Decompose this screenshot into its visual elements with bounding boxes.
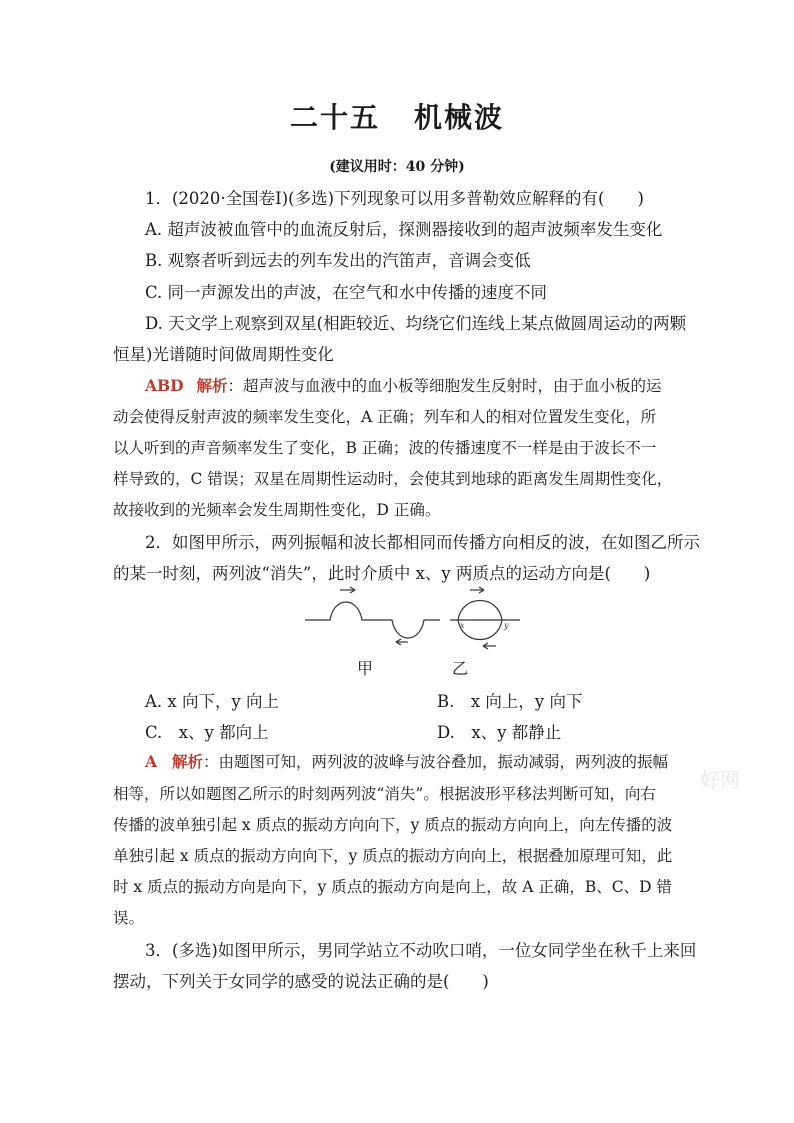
q2-stem-line-2: 的某一时刻，两列波“消失”，此时介质中 x、y 两质点的运动方向是( ) xyxy=(113,564,651,583)
q1-option-a: A. 超声波被血管中的血流反射后，探测器接收到的超声波频率发生变化 xyxy=(145,220,663,239)
q1-analysis-line-3: 以人听到的声音频率发生了变化，B 正确；波的传播速度不一样是由于波长不一 xyxy=(113,439,657,457)
figure-label-y: y xyxy=(504,621,509,630)
q3-stem-line-1: 3．(多选)如图甲所示，男同学站立不动吹口哨，一位女同学坐在秋千上来回 xyxy=(145,941,697,960)
q1-analysis-line-1: ABD 解析：超声波与血液中的血小板等细胞发生反射时，由于血小板的运 xyxy=(145,376,662,395)
q2-analysis-label: 解析 xyxy=(171,752,203,771)
figure-jia xyxy=(305,587,440,645)
q2-analysis-line-5: 时 x 质点的振动方向是向下，y 质点的振动方向是向上，故 A 正确，B、C、D 错 xyxy=(113,878,672,896)
q1-stem: 1．(2020·全国卷Ⅰ)(多选)下列现象可以用多普勒效应解释的有( ) xyxy=(145,189,644,208)
q2-option-a: A. x 向下，y 向上 xyxy=(145,692,280,711)
q1-analysis-line-5: 故接收到的光频率会发生周期性变化，D 正确。 xyxy=(113,501,441,519)
q1-option-c: C. 同一声源发出的声波，在空气和水中传播的速度不同 xyxy=(145,283,548,302)
title-number: 二十五 xyxy=(289,101,380,134)
q1-option-d-cont: 恒星)光谱随时间做周期性变化 xyxy=(113,345,334,364)
q2-option-d: D. x、y 都静止 xyxy=(437,723,562,742)
title-text: 机械波 xyxy=(414,101,505,134)
q1-analysis-label: 解析 xyxy=(196,376,228,395)
watermark: 好网 xyxy=(700,768,740,792)
q2-stem-line-1: 2．如图甲所示，两列振幅和波长都相同而传播方向相反的波，在如图乙所示 xyxy=(145,533,700,552)
q2-option-b: B. x 向上，y 向下 xyxy=(437,692,583,711)
q2-analysis-line-2: 相等，所以如题图乙所示的时刻两列波“消失”。根据波形平移法判断可知，向右 xyxy=(113,785,656,803)
q2-analysis-line-6: 误。 xyxy=(113,909,145,927)
page-title xyxy=(0,96,794,136)
q1-option-b: B. 观察者听到远去的列车发出的汽笛声，音调会变低 xyxy=(145,251,531,270)
figure-caption-yi: 乙 xyxy=(452,659,469,678)
q3-stem-line-2: 摆动，下列关于女同学的感受的说法正确的是( ) xyxy=(113,972,489,991)
q2-option-c: C. x、y 都向上 xyxy=(145,723,269,742)
q2-answer: A xyxy=(145,752,158,771)
figure-label-x: x xyxy=(460,621,465,630)
suggested-time: (建议用时：40 分钟) xyxy=(329,159,465,175)
q1-answer: ABD xyxy=(145,376,184,395)
q1-analysis-line-2: 动会使得反射声波的频率发生变化，A 正确；列车和人的相对位置发生变化，所 xyxy=(113,408,657,426)
q2-analysis-line-3: 传播的波单独引起 x 质点的振动方向向下，y 质点的振动方向向上，向左传播的波 xyxy=(113,816,673,834)
figure-yi xyxy=(450,587,520,649)
q1-option-d: D. 天文学上观察到双星(相距较近、均绕它们连线上某点做圆周运动的两颗 xyxy=(145,314,687,333)
q2-analysis-line-4: 单独引起 x 质点的振动方向向下，y 质点的振动方向向上，根据叠加原理可知，此 xyxy=(113,847,673,865)
q1-analysis-line-4: 样导致的，C 错误；双星在周期性运动时，会使其到地球的距离发生周期性变化， xyxy=(113,470,673,488)
wave-figure xyxy=(300,582,530,672)
q2-analysis-line-1: A 解析：由题图可知，两列波的波峰与波谷叠加，振动减弱，两列波的振幅 xyxy=(145,752,668,771)
figure-caption-jia: 甲 xyxy=(357,659,374,678)
